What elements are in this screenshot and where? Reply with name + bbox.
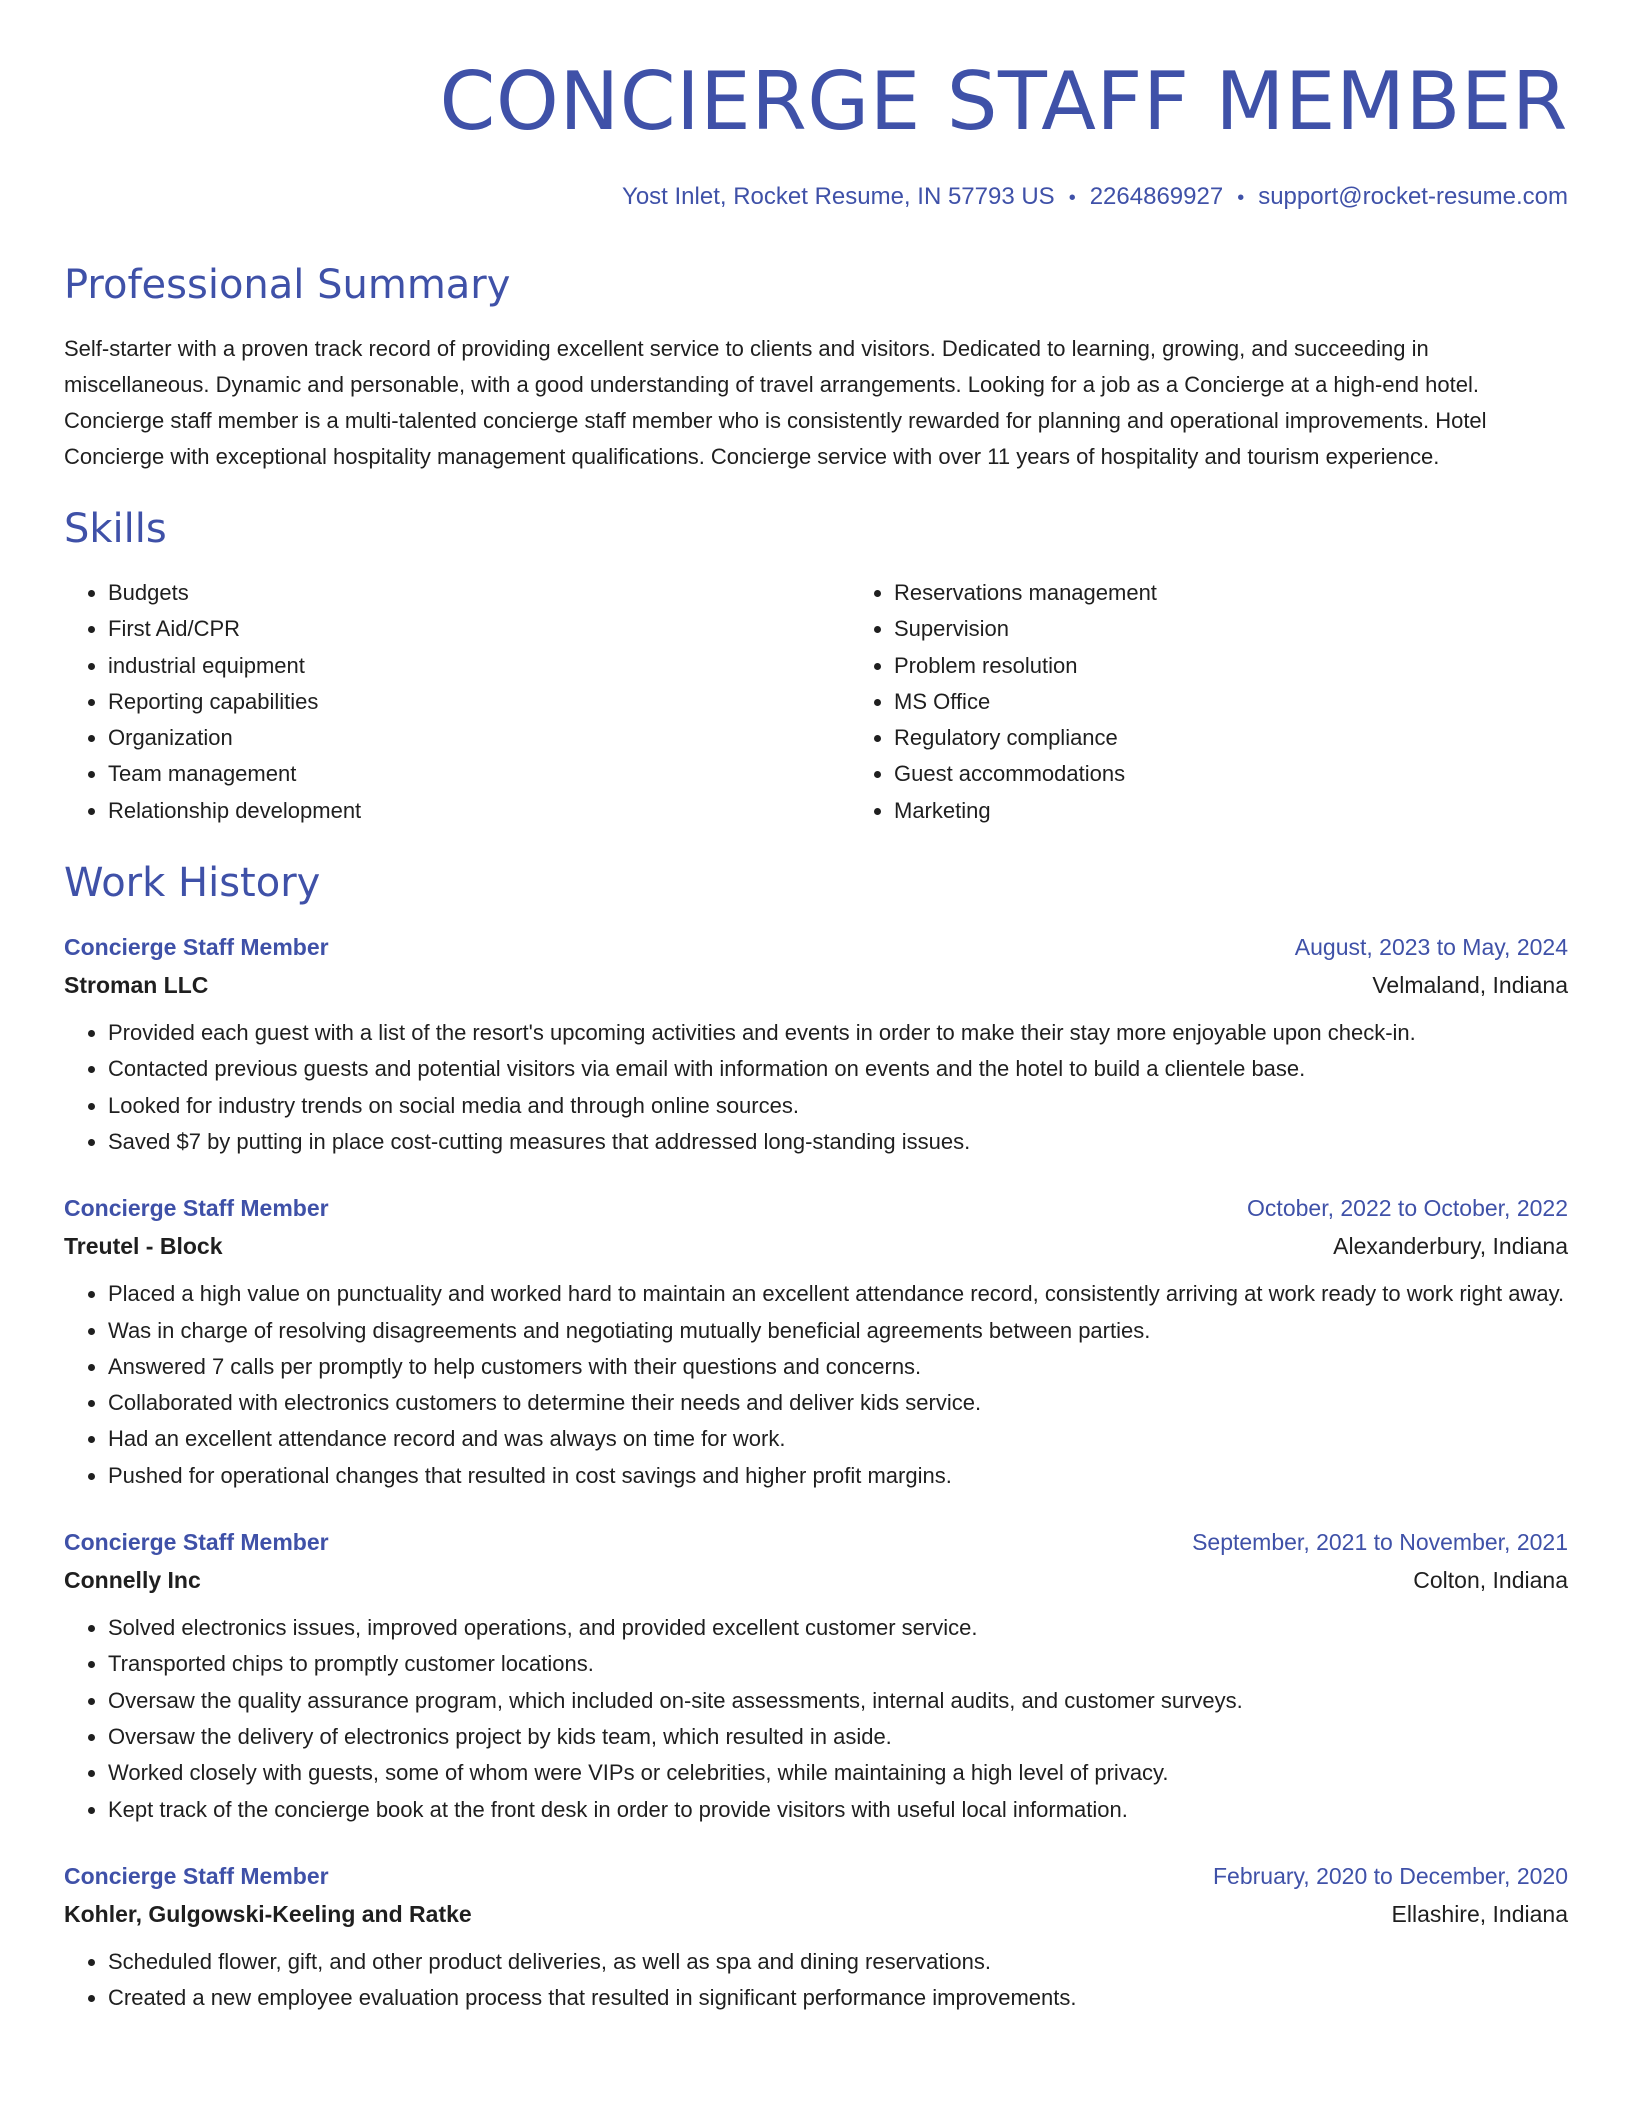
- job-bullet: • Kept track of the concierge book at the front desk in order to provide visitors with useful local information.: [108, 1792, 1568, 1828]
- job-title: Concierge Staff Member: [64, 1862, 329, 1889]
- contact-separator: •: [1237, 187, 1245, 209]
- resume-header: [64, 56, 1568, 213]
- job-title: Concierge Staff Member: [64, 1195, 329, 1222]
- job-entry: [64, 929, 1568, 1160]
- contact-separator: •: [1068, 187, 1076, 209]
- job-bullet: • Placed a high value on punctuality and worked hard to maintain an excellent attendance record, consistently arriving at work ready to work right away.: [108, 1276, 1568, 1312]
- job-title: Concierge Staff Member: [64, 1529, 329, 1556]
- job-title-row: [64, 1524, 1568, 1560]
- job-dates: October, 2022 to October, 2022: [1247, 1195, 1568, 1222]
- candidate-name: CONCIERGE STAFF MEMBER: [439, 55, 1568, 148]
- skill-item: • Team management: [108, 756, 850, 792]
- job-location: Alexanderbury, Indiana: [1333, 1233, 1568, 1260]
- job-company-row: [64, 1226, 1568, 1266]
- skill-item: • Reporting capabilities: [108, 684, 850, 720]
- summary-text: Self-starter with a proven track record of providing excellent service to clients and visitors. Dedicated to learning, growing, and succeeding in miscellaneous. Dynamic and personable, with a good understanding of travel arrangements. Looking for a job as a Concierge at a high-end hotel. Concierge staff member is a multi-talented concierge staff member who is consistently rewarded for planning and operational improvements. Hotel Concierge with exceptional hospitality management qualifications. Concierge service with over 11 years of hospitality and tourism experience.: [64, 336, 1487, 469]
- job-company-row: [64, 1894, 1568, 1934]
- job-bullet: • Oversaw the quality assurance program, which included on-site assessments, internal audits, and customer surveys.: [108, 1683, 1568, 1719]
- skill-item: • Reservations management: [894, 575, 1568, 611]
- skills-column-right: [850, 575, 1568, 829]
- job-location: Ellashire, Indiana: [1391, 1900, 1568, 1927]
- job-bullets: [64, 1276, 1568, 1494]
- skill-item: • Budgets: [108, 575, 850, 611]
- skill-item: • MS Office: [894, 684, 1568, 720]
- job-company: Kohler, Gulgowski-Keeling and Ratke: [64, 1900, 472, 1927]
- summary-heading: Professional Summary: [64, 262, 511, 308]
- job-location: Velmaland, Indiana: [1372, 972, 1568, 999]
- skill-item: • Problem resolution: [894, 648, 1568, 684]
- job-bullet: • Oversaw the delivery of electronics project by kids team, which resulted in aside.: [108, 1719, 1568, 1755]
- job-company: Connelly Inc: [64, 1567, 201, 1594]
- job-bullet: • Worked closely with guests, some of whom were VIPs or celebrities, while maintaining a high level of privacy.: [108, 1755, 1568, 1791]
- job-entry: [64, 1190, 1568, 1494]
- contact-address: Yost Inlet, Rocket Resume, IN 57793 US: [622, 183, 1055, 210]
- job-location: Colton, Indiana: [1413, 1567, 1568, 1594]
- job-bullet: • Transported chips to promptly customer locations.: [108, 1646, 1568, 1682]
- job-bullet: • Pushed for operational changes that resulted in cost savings and higher profit margins.: [108, 1458, 1568, 1494]
- job-bullet: • Saved $7 by putting in place cost-cutting measures that addressed long-standing issues.: [108, 1124, 1568, 1160]
- job-dates: September, 2021 to November, 2021: [1192, 1529, 1568, 1556]
- skill-item: • First Aid/CPR: [108, 611, 850, 647]
- job-bullet: • Provided each guest with a list of the resort's upcoming activities and events in order to make their stay more enjoyable upon check-in.: [108, 1015, 1568, 1051]
- job-bullet: • Was in charge of resolving disagreements and negotiating mutually beneficial agreements between parties.: [108, 1313, 1568, 1349]
- skill-item: • industrial equipment: [108, 648, 850, 684]
- job-company: Treutel - Block: [64, 1233, 223, 1260]
- skill-item: • Marketing: [894, 793, 1568, 829]
- job-bullets: [64, 1015, 1568, 1160]
- job-bullet: • Answered 7 calls per promptly to help customers with their questions and concerns.: [108, 1349, 1568, 1385]
- job-bullet: • Created a new employee evaluation process that resulted in significant performance improvements.: [108, 1980, 1568, 2016]
- job-bullet: • Scheduled flower, gift, and other product deliveries, as well as spa and dining reservations.: [108, 1944, 1568, 1980]
- skills-heading: Skills: [64, 506, 167, 552]
- job-bullet: • Contacted previous guests and potential visitors via email with information on events and the hotel to build a clientele base.: [108, 1051, 1568, 1087]
- job-title-row: [64, 1190, 1568, 1226]
- job-title: Concierge Staff Member: [64, 934, 329, 961]
- skills-column-left: [64, 575, 850, 829]
- job-bullet: • Solved electronics issues, improved operations, and provided excellent customer service.: [108, 1610, 1568, 1646]
- contact-line: [64, 182, 1568, 213]
- job-title-row: [64, 1858, 1568, 1894]
- skill-item: • Supervision: [894, 611, 1568, 647]
- work-history-heading: Work History: [64, 860, 321, 907]
- skill-item: • Guest accommodations: [894, 756, 1568, 792]
- job-company-row: [64, 965, 1568, 1005]
- contact-phone: 2264869927: [1089, 183, 1224, 210]
- job-bullets: [64, 1610, 1568, 1828]
- job-entry: [64, 1858, 1568, 2017]
- skills-list: [64, 575, 1568, 829]
- skill-item: • Organization: [108, 720, 850, 756]
- job-bullet: • Collaborated with electronics customers to determine their needs and deliver kids service.: [108, 1385, 1568, 1421]
- job-bullet: • Looked for industry trends on social media and through online sources.: [108, 1088, 1568, 1124]
- skill-item: • Regulatory compliance: [894, 720, 1568, 756]
- contact-email: support@rocket-resume.com: [1258, 183, 1568, 210]
- job-bullets: [64, 1944, 1568, 2017]
- job-entry: [64, 1524, 1568, 1828]
- job-dates: August, 2023 to May, 2024: [1294, 934, 1568, 961]
- job-company: Stroman LLC: [64, 972, 209, 999]
- job-company-row: [64, 1560, 1568, 1600]
- skill-item: • Relationship development: [108, 793, 850, 829]
- job-dates: February, 2020 to December, 2020: [1212, 1862, 1568, 1889]
- job-bullet: • Had an excellent attendance record and was always on time for work.: [108, 1421, 1568, 1457]
- job-title-row: [64, 929, 1568, 965]
